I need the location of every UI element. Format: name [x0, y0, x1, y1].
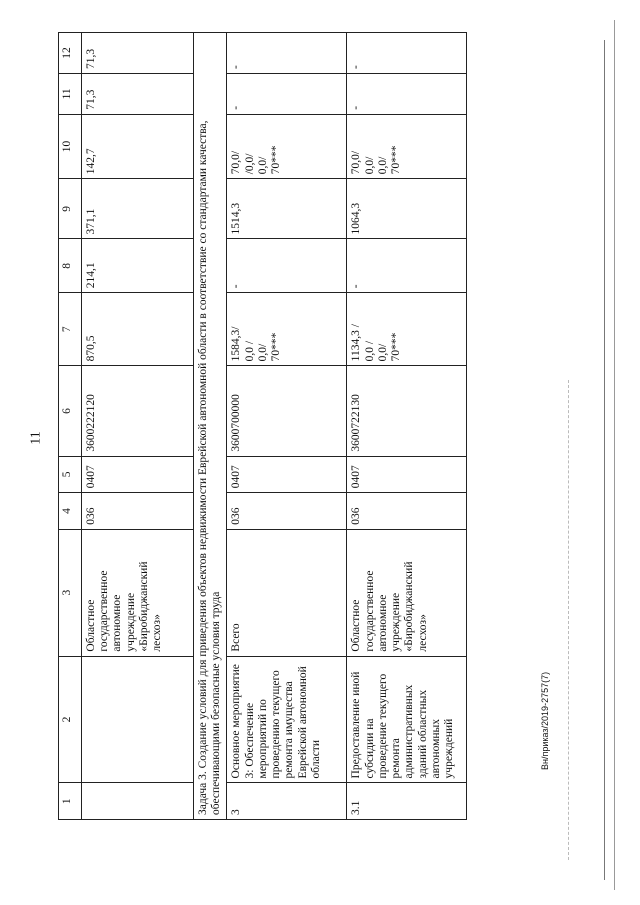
cell: Областное государственное автономное учреждение «Биробиджанский лесхоз» — [347, 529, 467, 656]
cell: 214,1 — [82, 239, 194, 293]
value: 0,0/ — [376, 343, 389, 362]
value: 1584,3/ — [230, 326, 243, 362]
cell: - — [227, 239, 347, 293]
col-header: 5 — [59, 456, 82, 493]
cell: 1514,3 — [227, 179, 347, 239]
value: 0,0/ — [363, 156, 376, 175]
cell: Основное мероприятие 3: Обеспечение мероприятий по проведению текущего ремонта имущества Еврейской автономной области — [227, 656, 347, 783]
cell: 036 — [227, 493, 347, 530]
value: 1134,3 / — [350, 324, 363, 362]
budget-table — [58, 32, 467, 820]
cell: 0407 — [227, 456, 347, 493]
cell: - — [347, 239, 467, 293]
task-row — [194, 33, 227, 820]
rotated-table-wrapper — [58, 32, 520, 820]
col-header: 2 — [59, 656, 82, 783]
cell: 0407 — [347, 456, 467, 493]
cell: 3 — [227, 783, 347, 820]
col-header: 9 — [59, 179, 82, 239]
col-header: 7 — [59, 293, 82, 366]
value: 70*** — [270, 332, 283, 362]
cell — [82, 783, 194, 820]
table-row — [347, 33, 467, 820]
cell: 870,5 — [82, 293, 194, 366]
table-row — [82, 33, 194, 820]
value: /0,0/ — [243, 153, 256, 175]
col-header: 12 — [59, 33, 82, 74]
value: 0,0/ — [376, 156, 389, 175]
col-header: 6 — [59, 366, 82, 456]
header-row — [59, 33, 82, 820]
cell: Всего — [227, 529, 347, 656]
col-header: 11 — [59, 73, 82, 114]
cell: 3600722130 — [347, 366, 467, 456]
value: 70*** — [390, 145, 403, 175]
cell: 1064,3 — [347, 179, 467, 239]
value: 0,0 / — [243, 340, 256, 362]
cell: - — [347, 73, 467, 114]
cell-stack — [227, 293, 347, 366]
col-header: 10 — [59, 114, 82, 179]
col-header: 3 — [59, 529, 82, 656]
page-edge-line — [614, 20, 615, 890]
cell: 142,7 — [82, 114, 194, 179]
cell: 036 — [347, 493, 467, 530]
value: 70*** — [270, 145, 283, 175]
document-stamp: Вн/приказ/2019-2757(7) — [540, 671, 550, 770]
cell: 0407 — [82, 456, 194, 493]
cell: 3.1 — [347, 783, 467, 820]
value: 0,0 / — [363, 340, 376, 362]
value: 70*** — [390, 332, 403, 362]
page-number: 11 — [28, 431, 44, 445]
col-header: 1 — [59, 783, 82, 820]
cell: 371,1 — [82, 179, 194, 239]
col-header: 8 — [59, 239, 82, 293]
cell: - — [347, 33, 467, 74]
cell: 71,3 — [82, 33, 194, 74]
value: 0,0/ — [256, 156, 269, 175]
cell-stack — [227, 114, 347, 179]
cell — [82, 656, 194, 783]
value: 70,0/ — [230, 150, 243, 175]
table-row — [227, 33, 347, 820]
cell: Областное государственное автономное учреждение «Биробиджанский лесхоз» — [82, 529, 194, 656]
cell: 71,3 — [82, 73, 194, 114]
cell: 3600222120 — [82, 366, 194, 456]
cell: - — [227, 73, 347, 114]
cell-stack — [347, 293, 467, 366]
page-edge-line — [604, 40, 605, 880]
col-header: 4 — [59, 493, 82, 530]
value: 70,0/ — [350, 150, 363, 175]
task-heading: Задача 3. Создание условий для приведения объектов недвижимости Еврейской автономной области в соответствие со стандартами качества, обеспечивающими безопасные условия труда — [194, 33, 227, 820]
cell: Предоставление иной субсидии на проведение текущего ремонта административных зданий областных автономных учреждений — [347, 656, 467, 783]
value: 0,0/ — [256, 343, 269, 362]
cell: 3600700000 — [227, 366, 347, 456]
cell-stack — [347, 114, 467, 179]
cell: 036 — [82, 493, 194, 530]
cell: - — [227, 33, 347, 74]
scan-artifact-line — [568, 380, 569, 860]
